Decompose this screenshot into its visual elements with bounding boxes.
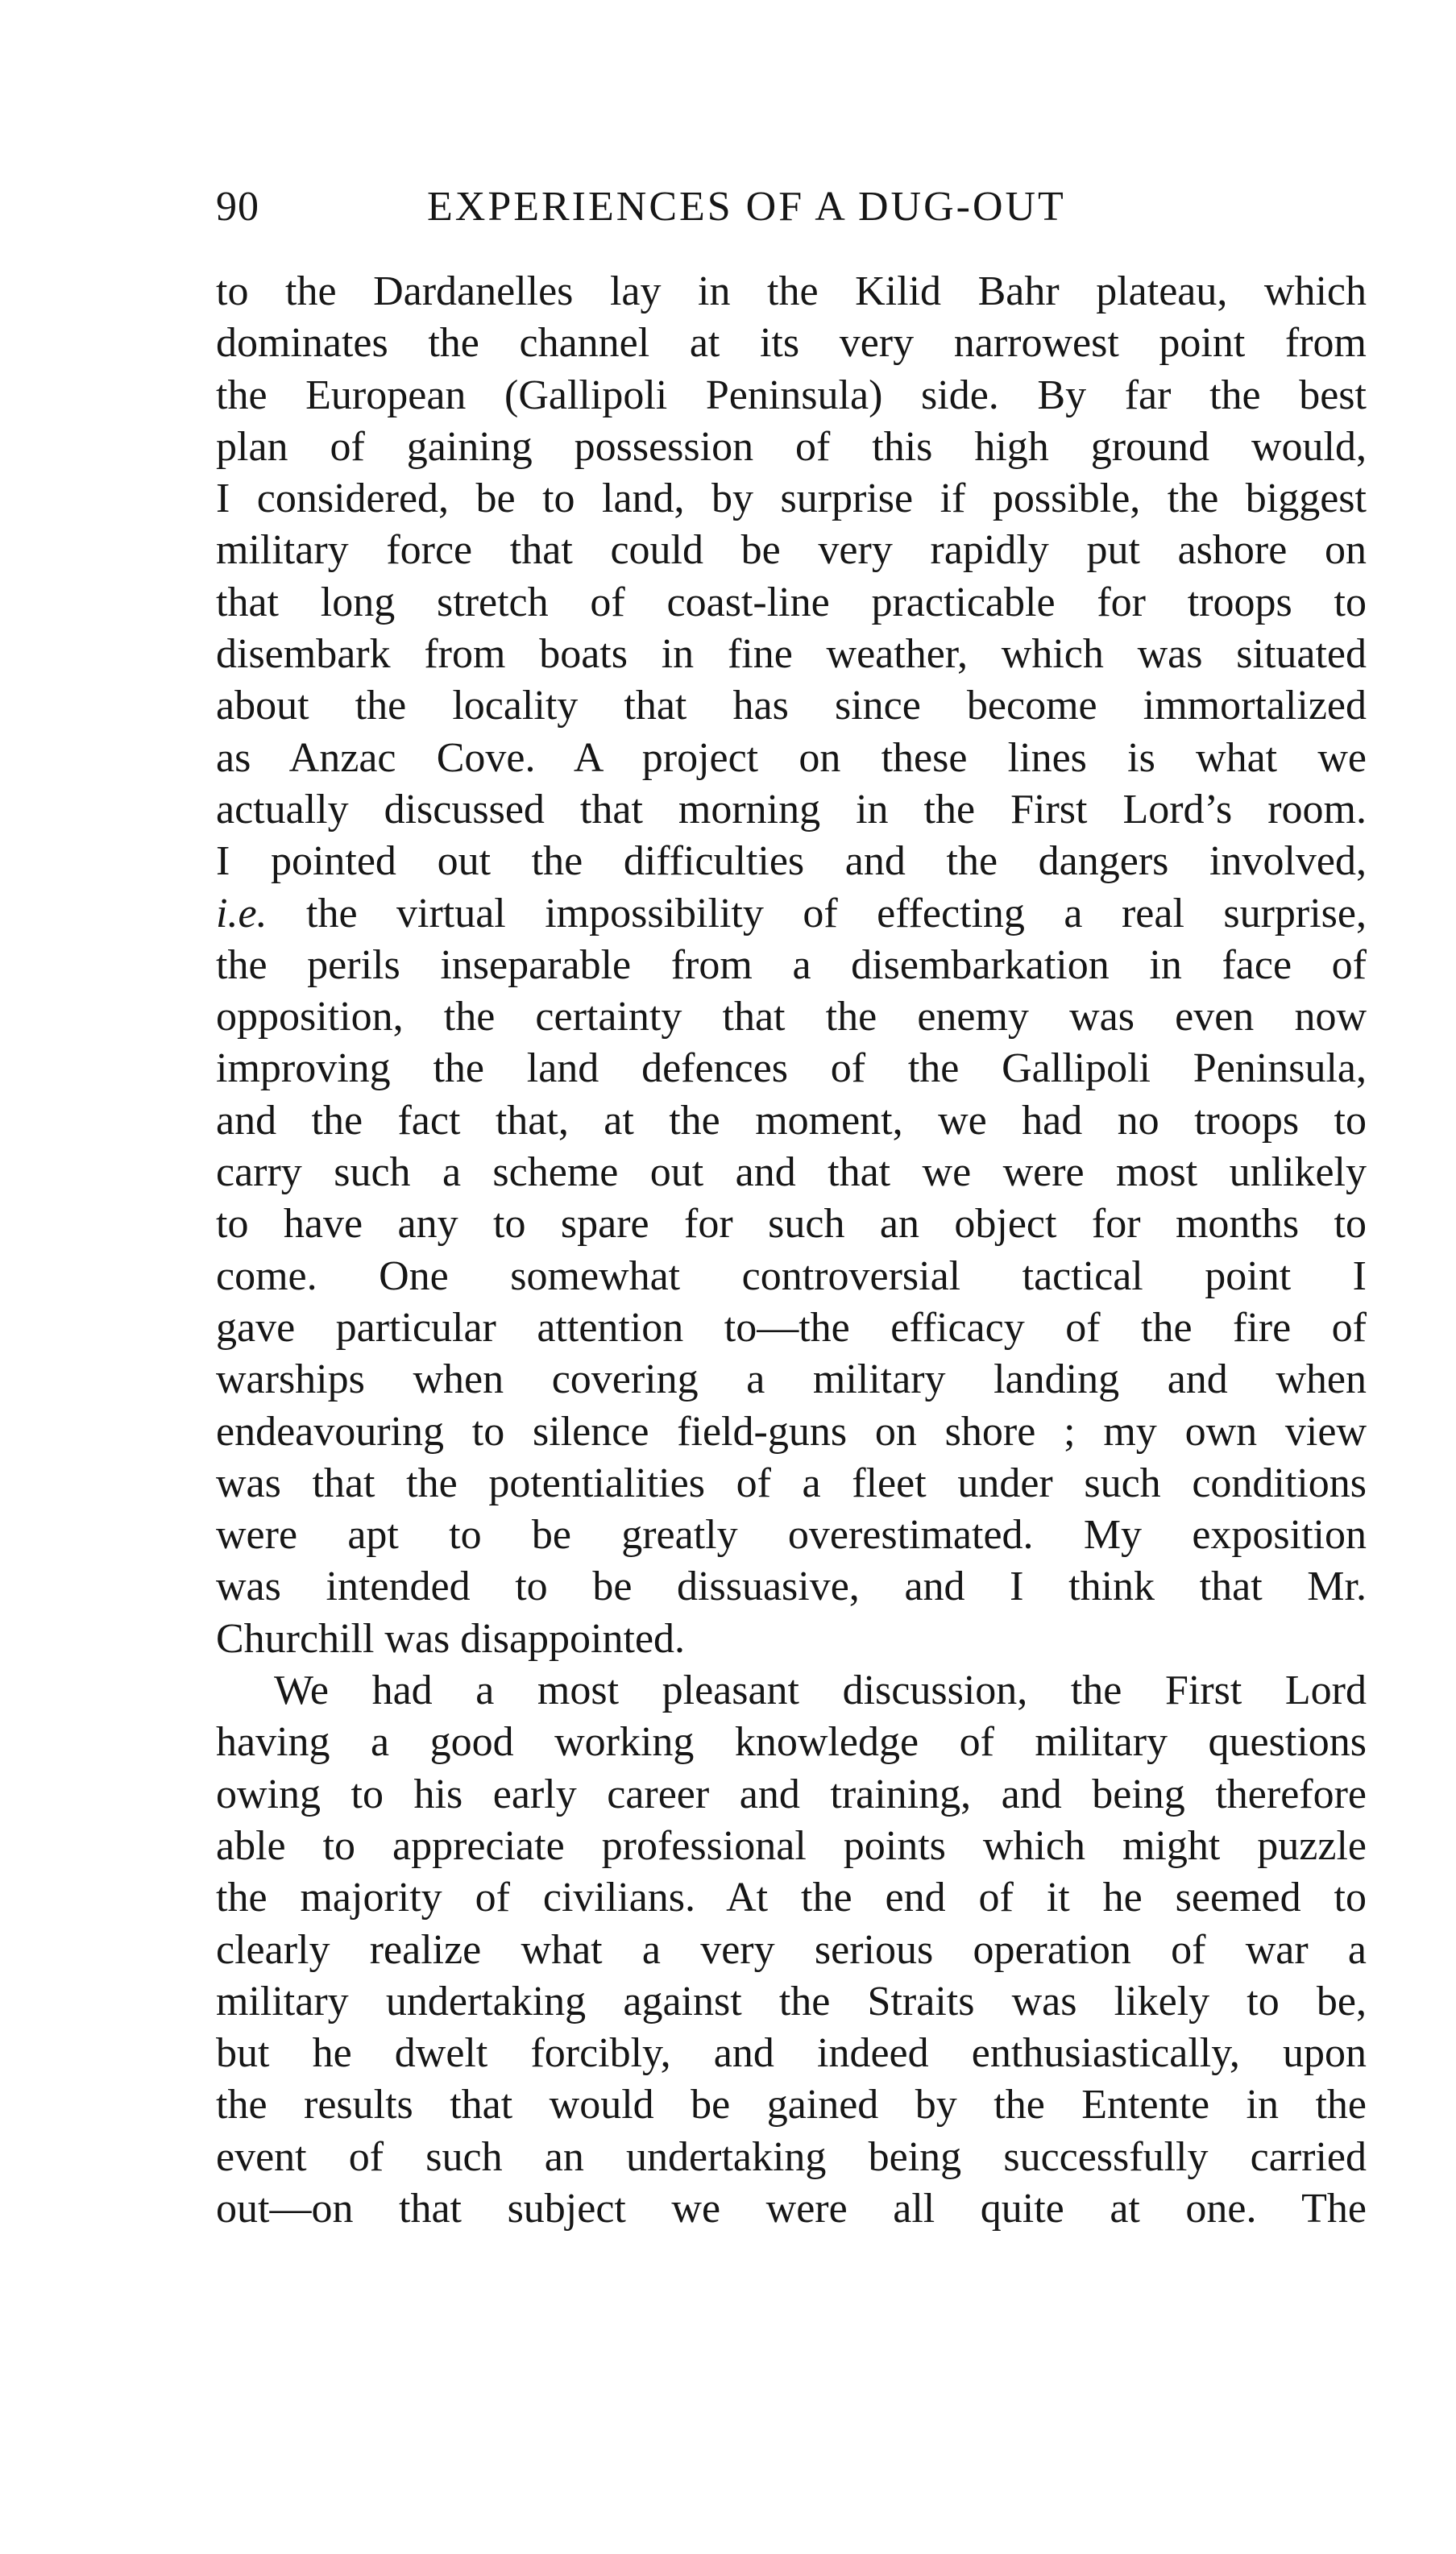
page-number: 90: [216, 184, 259, 230]
text-line: dominates the channel at its very narrowest point from: [216, 320, 1367, 367]
text-line: but he dwelt forcibly, and indeed enthusiastically, upon: [216, 2030, 1367, 2077]
text-line: the majority of civilians. At the end of it he seemed to: [216, 1875, 1367, 1921]
text-line: able to appreciate professional points which might puzzle: [216, 1822, 1367, 1869]
text-line: warships when covering a military landing and when: [216, 1356, 1367, 1403]
text-line: having a good working knowledge of military questions: [216, 1719, 1367, 1766]
text-line-rest: the virtual impossibility of effecting a real surprise,: [306, 890, 1367, 936]
text-line: event of such an undertaking being successfully carried: [216, 2133, 1367, 2180]
text-line: as Anzac Cove. A project on these lines is what we: [216, 734, 1367, 781]
text-line: come. One somewhat controversial tactical point I: [216, 1252, 1367, 1299]
paragraph-1: [216, 266, 1367, 1665]
text-line: military force that could be very rapidly put ashore on: [216, 527, 1367, 574]
italic-abbreviation: i.e.: [216, 890, 268, 936]
text-line: to have any to spare for such an object for months to: [216, 1201, 1367, 1248]
text-line: endeavouring to silence field-guns on shore ; my own view: [216, 1408, 1367, 1455]
paragraph-2: [216, 1665, 1367, 2235]
text-line: was that the potentialities of a fleet under such conditions: [216, 1460, 1367, 1506]
running-title: EXPERIENCES OF A DUG-OUT: [427, 184, 1066, 230]
text-line: opposition, the certainty that the enemy was even now: [216, 994, 1367, 1040]
text-line: out—on that subject we were all quite at one. The: [216, 2185, 1367, 2232]
text-line: the perils inseparable from a disembarkation in face of: [216, 941, 1367, 988]
body-text: [216, 266, 1367, 2235]
text-line: plan of gaining possession of this high ground would,: [216, 423, 1367, 470]
text-line: actually discussed that morning in the First Lord’s room.: [216, 786, 1367, 833]
text-line: carry such a scheme out and that we were most unlikely: [216, 1149, 1367, 1196]
text-line: were apt to be greatly overestimated. My exposition: [216, 1512, 1367, 1559]
text-line: improving the land defences of the Gallipoli Peninsula,: [216, 1045, 1367, 1092]
text-line: I pointed out the difficulties and the dangers involved,: [216, 838, 1367, 885]
text-line-with-italic: [216, 888, 1367, 940]
text-line: I considered, be to land, by surprise if possible, the biggest: [216, 476, 1367, 522]
text-line: that long stretch of coast-line practicable for troops to: [216, 579, 1367, 625]
text-line: the European (Gallipoli Peninsula) side. By far the best: [216, 372, 1367, 418]
page-header: [216, 179, 1367, 235]
text-line: to the Dardanelles lay in the Kilid Bahr plateau, which: [216, 268, 1367, 314]
text-line: Churchill was disappointed.: [216, 1615, 686, 1662]
text-line: We had a most pleasant discussion, the First Lord: [274, 1667, 1367, 1714]
text-line: about the locality that has since become immortalized: [216, 683, 1367, 729]
text-line: gave particular attention to—the efficacy of the fire of: [216, 1304, 1367, 1351]
text-line: the results that would be gained by the Entente in the: [216, 2082, 1367, 2128]
text-line: and the fact that, at the moment, we had no troops to: [216, 1097, 1367, 1144]
text-line: disembark from boats in fine weather, which was situated: [216, 631, 1367, 678]
text-line: was intended to be dissuasive, and I think that Mr.: [216, 1564, 1367, 1610]
text-line: clearly realize what a very serious operation of war a: [216, 1926, 1367, 1973]
text-line: military undertaking against the Straits was likely to be,: [216, 1978, 1367, 2025]
text-line: owing to his early career and training, and being therefore: [216, 1771, 1367, 1817]
